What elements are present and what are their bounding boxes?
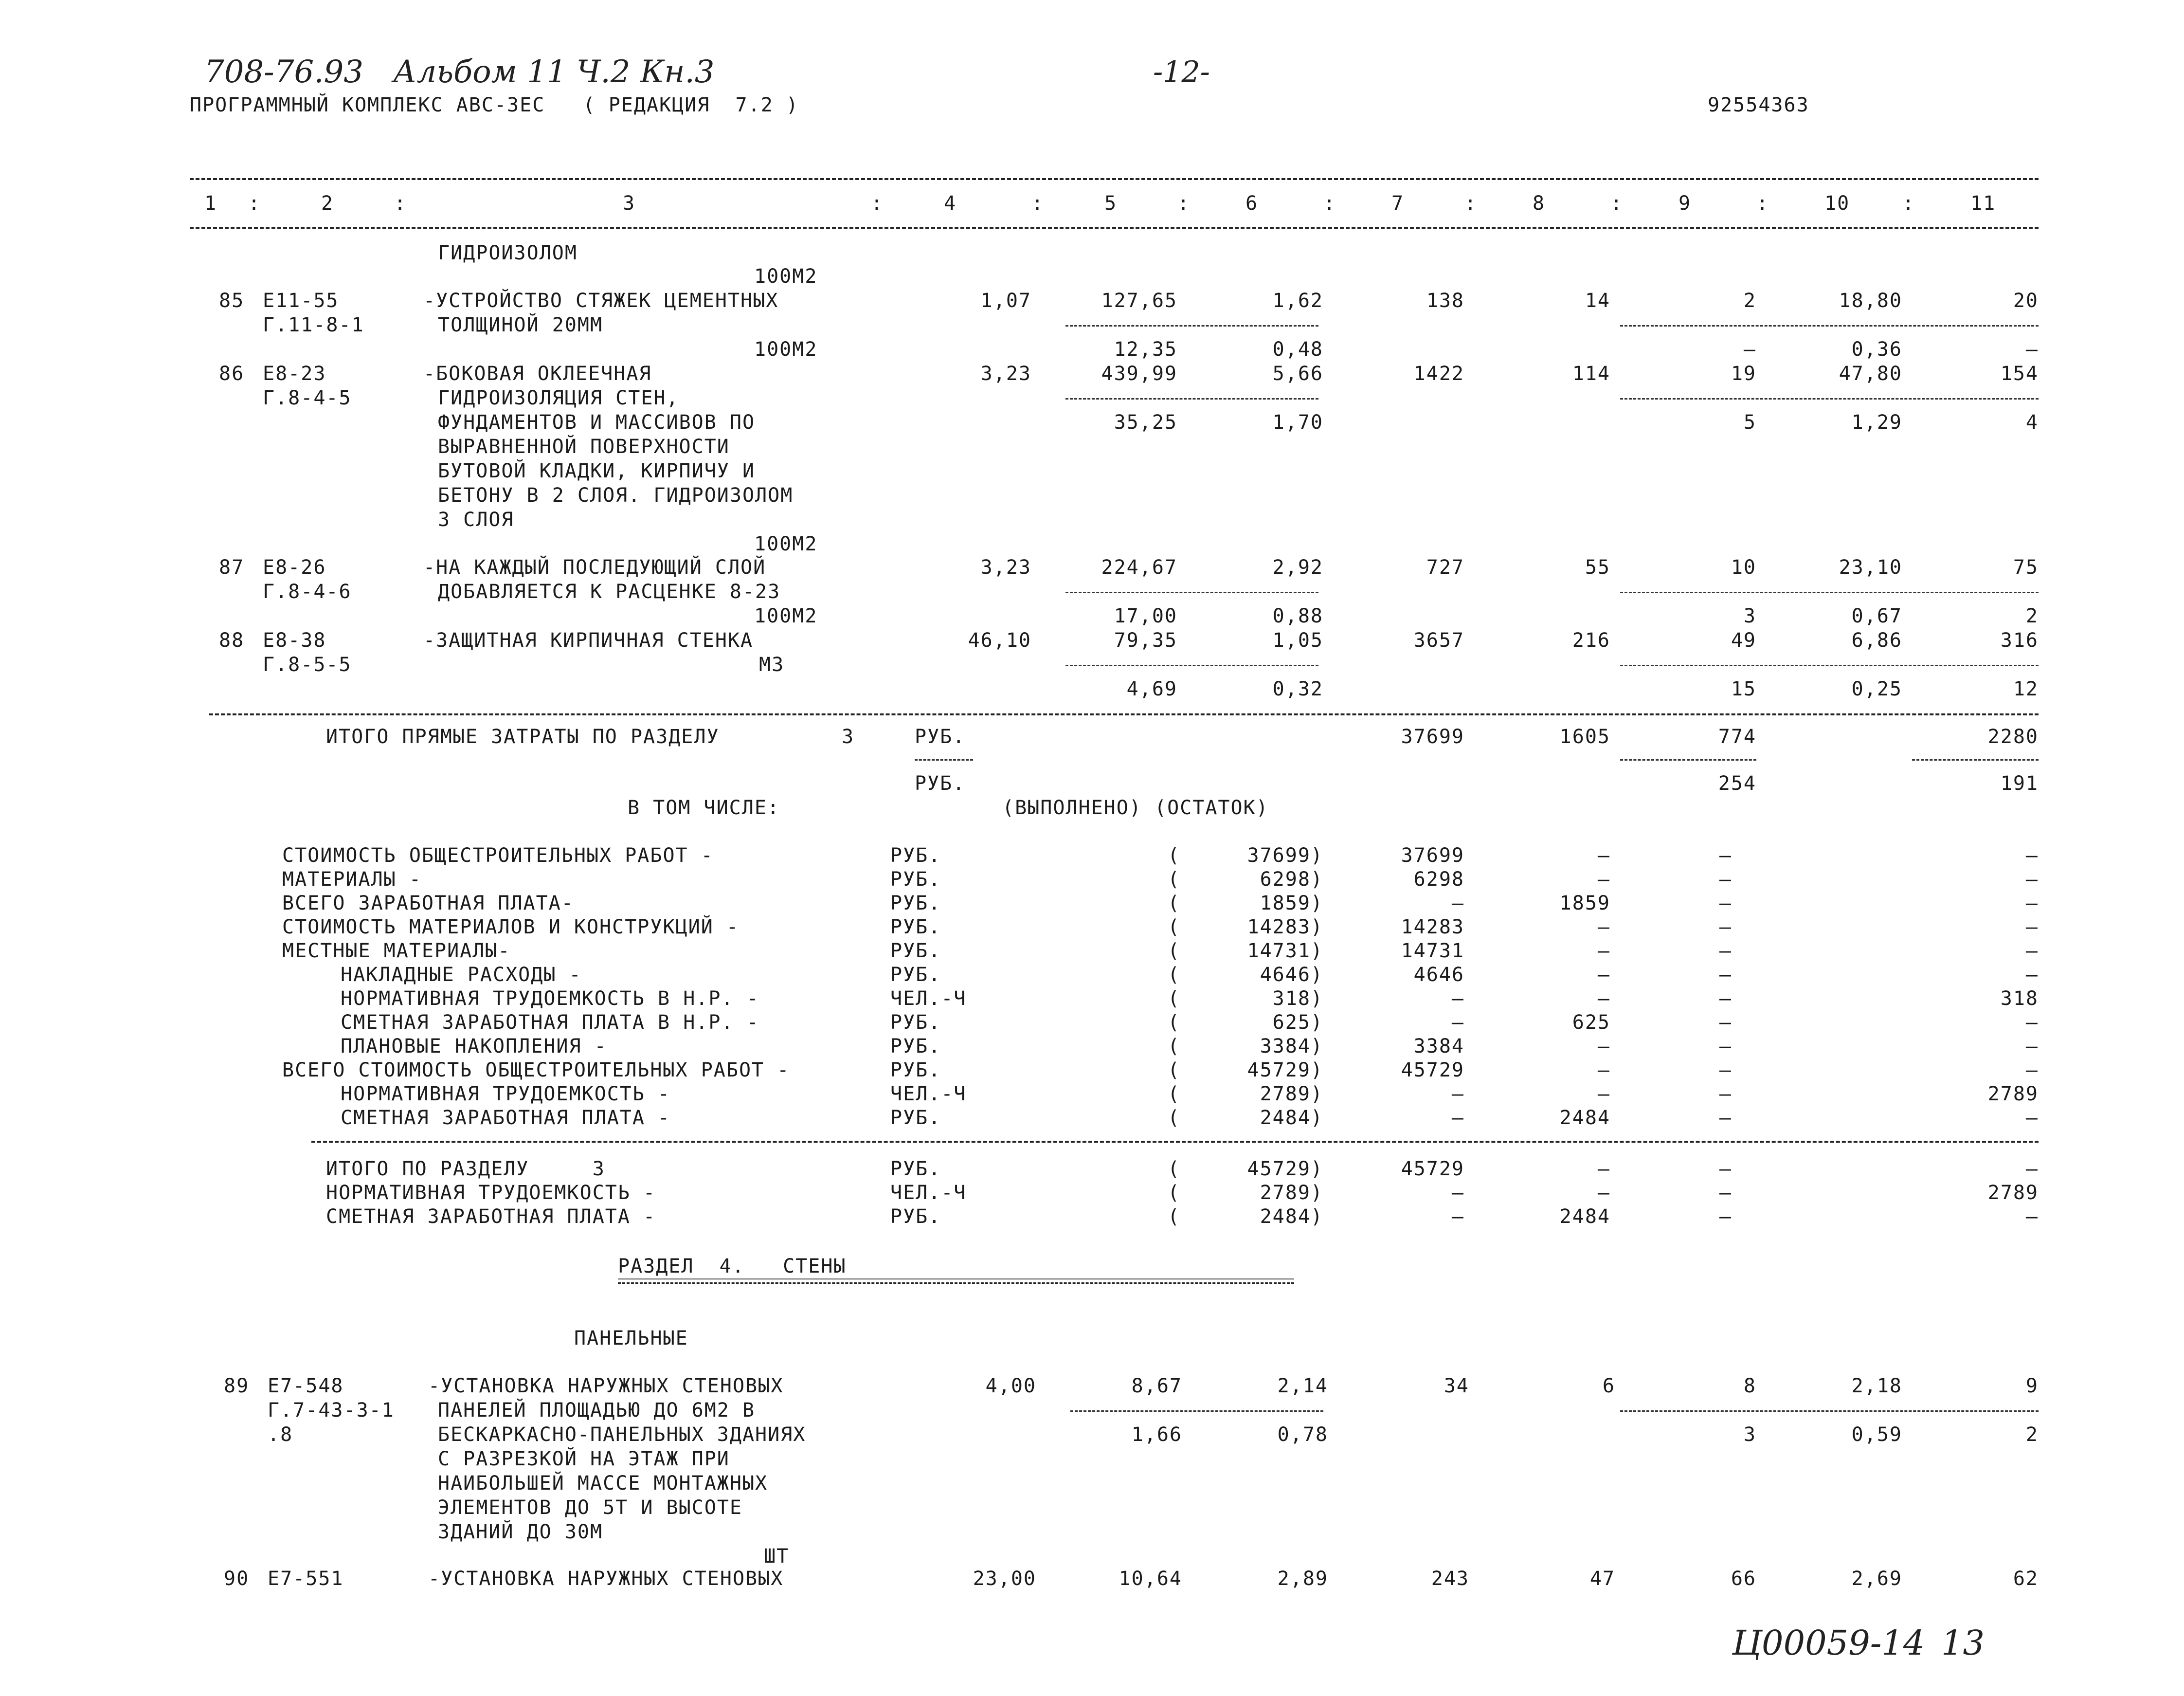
summary-c7: 45729 [1401,1158,1464,1180]
summary-done: 2484) [1260,1107,1323,1129]
row-number: 85 [219,290,245,312]
cell-c11-wage: 2 [2025,1423,2039,1446]
summary-c7: 6298 [1413,868,1464,891]
paren-open: ( [1168,1205,1181,1228]
cell-c5: 224,67 [1101,556,1177,579]
summary-c9: – [1719,1158,1732,1180]
col-sep: : [1756,192,1769,215]
summary-c11: – [2025,1059,2039,1081]
summary-c7: 4646 [1413,964,1464,986]
summary-c11: – [2025,892,2039,914]
row-text: С РАЗРЕЗКОЙ НА ЭТАЖ ПРИ [438,1448,730,1470]
rule-totals [209,713,2039,715]
handwritten-code: Ц00059-14 [1732,1623,1925,1663]
cell-c11: 62 [2013,1568,2039,1590]
row-continuation-text: ГИДРОИЗОЛОМ [438,242,578,264]
col-8: 8 [1533,192,1546,215]
paren-open: ( [1168,1158,1181,1180]
row-number: 86 [219,363,245,385]
summary-unit: РУБ. [890,844,941,867]
cell-c9: 19 [1731,363,1756,385]
cell-c10-wage: 0,36 [1851,338,1902,361]
done-remaining-label: (ВЫПОЛНЕНО) (ОСТАТОК) [1002,797,1269,819]
cell-c7: 138 [1426,290,1464,312]
totals-c9: 774 [1718,726,1756,748]
row-subcode: .8 [268,1423,293,1446]
summary-c9: – [1719,1059,1732,1081]
cell-c7: 1422 [1413,363,1464,385]
cell-c9-wage: 5 [1743,411,1756,434]
col-5: 5 [1104,192,1118,215]
subtotal-rule [1065,398,1318,400]
cell-c6: 2,92 [1272,556,1323,579]
row-text: ТОЛЩИНОЙ 20ММ [438,314,603,336]
summary-label: СТОИМОСТЬ ОБЩЕСТРОИТЕЛЬНЫХ РАБОТ - [282,844,714,867]
summary-c9: – [1719,1035,1732,1058]
summary-done: 45729) [1247,1158,1323,1180]
cell-c7: 3657 [1413,629,1464,652]
cell-c6: 5,66 [1272,363,1323,385]
including-label: В ТОМ ЧИСЛЕ: [628,797,780,819]
summary-label: НОРМАТИВНАЯ ТРУДОЕМКОСТЬ В Н.Р. - [341,987,759,1010]
row-number: 87 [219,556,245,579]
row-text: -БОКОВАЯ ОКЛЕЕЧНАЯ [423,363,652,385]
summary-done: 2789) [1260,1083,1323,1105]
cell-c7: 243 [1431,1568,1469,1590]
cell-c9-wage: – [1743,338,1756,361]
paren-open: ( [1168,1083,1181,1105]
row-subcode: Г.8-4-5 [263,387,352,409]
cell-c6-wage: 0,32 [1272,678,1323,700]
summary-c11: – [2025,964,2039,986]
row-number: 89 [224,1375,250,1397]
subtotal-rule [1620,398,2039,400]
row-unit: 100М2 [754,533,818,555]
col-9: 9 [1679,192,1692,215]
summary-label: МАТЕРИАЛЫ - [282,868,422,891]
row-text: ФУНДАМЕНТОВ И МАССИВОВ ПО [438,411,756,434]
cell-c4: 46,10 [968,629,1031,652]
summary-c7: 37699 [1401,844,1464,867]
row-text: 3 СЛОЯ [438,509,514,531]
row-unit: 100М2 [754,605,818,627]
summary-c11: – [2025,868,2039,891]
summary-c8: – [1597,1158,1610,1180]
col-sep: : [1464,192,1478,215]
summary-label: ПЛАНОВЫЕ НАКОПЛЕНИЯ - [341,1035,607,1058]
paren-open: ( [1168,844,1181,867]
paren-open: ( [1168,964,1181,986]
summary-unit: РУБ. [890,1205,941,1228]
section-title: РАЗДЕЛ 4. СТЕНЫ [618,1255,847,1277]
summary-unit: РУБ. [890,1107,941,1129]
cell-c7: 727 [1426,556,1464,579]
totals-label: ИТОГО ПРЯМЫЕ ЗАТРАТЫ ПО РАЗДЕЛУ [326,726,720,748]
summary-c11: – [2025,940,2039,962]
row-unit: ШТ [764,1545,790,1568]
col-sep: : [1610,192,1624,215]
subtotal-rule [1065,665,1318,666]
summary-c11: – [2025,1035,2039,1058]
cell-c6: 1,62 [1272,290,1323,312]
cell-c10: 6,86 [1851,629,1902,652]
document-code: 92554363 [1708,94,1809,116]
rule-header [190,227,2039,229]
summary-c8: – [1597,868,1610,891]
row-unit: 100М2 [754,265,818,288]
summary-c8: 2484 [1559,1107,1610,1129]
row-text: -УСТАНОВКА НАРУЖНЫХ СТЕНОВЫХ [428,1375,784,1397]
summary-label: НОРМАТИВНАЯ ТРУДОЕМКОСТЬ - [341,1083,671,1105]
paren-open: ( [1168,1059,1181,1081]
summary-done: 4646) [1260,964,1323,986]
cell-c10: 47,80 [1839,363,1902,385]
summary-unit: РУБ. [890,916,941,938]
summary-c9: – [1719,1205,1732,1228]
summary-c7: 3384 [1413,1035,1464,1058]
summary-c8: – [1597,1182,1610,1204]
row-unit: 100М2 [754,338,818,361]
summary-c11: – [2025,1205,2039,1228]
subtotal-rule [1620,592,2039,593]
summary-unit: РУБ. [890,868,941,891]
summary-c8: – [1597,844,1610,867]
cell-c5-wage: 17,00 [1114,605,1177,627]
paren-open: ( [1168,987,1181,1010]
summary-label: МЕСТНЫЕ МАТЕРИАЛЫ- [282,940,511,962]
cell-c11-wage: – [2025,338,2039,361]
summary-label: НОРМАТИВНАЯ ТРУДОЕМКОСТЬ - [326,1182,656,1204]
row-subcode: Г.8-5-5 [263,654,352,676]
cell-c8: 55 [1585,556,1610,579]
cell-c8: 14 [1585,290,1610,312]
summary-done: 6298) [1260,868,1323,891]
summary-c8: – [1597,940,1610,962]
col-sep: : [871,192,884,215]
subtotal-rule [915,759,973,761]
summary-c7: 14731 [1401,940,1464,962]
summary-done: 37699) [1247,844,1323,867]
summary-c7: – [1451,1083,1464,1105]
cell-c6-wage: 0,88 [1272,605,1323,627]
cell-c11: 9 [2025,1375,2039,1397]
cell-c9: 10 [1731,556,1756,579]
summary-c9: – [1719,916,1732,938]
row-code: Е8-23 [263,363,326,385]
summary-unit: ЧЕЛ.-Ч [890,1182,967,1204]
summary-unit: РУБ. [890,1059,941,1081]
totals-c7: 37699 [1401,726,1464,748]
summary-unit: РУБ. [890,892,941,914]
summary-label: ИТОГО ПО РАЗДЕЛУ 3 [326,1158,605,1180]
summary-label: ВСЕГО СТОИМОСТЬ ОБЩЕСТРОИТЕЛЬНЫХ РАБОТ - [282,1059,790,1081]
summary-c7: – [1451,1011,1464,1034]
summary-c11: – [2025,1011,2039,1034]
summary-c7: – [1451,987,1464,1010]
paren-open: ( [1168,1107,1181,1129]
cell-c10: 18,80 [1839,290,1902,312]
summary-done: 318) [1272,987,1323,1010]
row-code: Е11-55 [263,290,339,312]
section-underline [618,1278,1294,1284]
summary-c7: – [1451,892,1464,914]
row-text: ДОБАВЛЯЕТСЯ К РАСЦЕНКЕ 8-23 [438,581,781,603]
row-text: БЕТОНУ В 2 СЛОЯ. ГИДРОИЗОЛОМ [438,484,794,507]
paren-open: ( [1168,1182,1181,1204]
summary-c11: – [2025,844,2039,867]
col-1: 1 [204,192,217,215]
summary-c9: – [1719,940,1732,962]
cell-c11: 316 [2000,629,2039,652]
cell-c10: 2,18 [1851,1375,1902,1397]
summary-c7: – [1451,1182,1464,1204]
cell-c6: 1,05 [1272,629,1323,652]
cell-c9: 66 [1731,1568,1756,1590]
summary-c8: 625 [1572,1011,1610,1034]
cell-c9-wage: 15 [1731,678,1756,700]
summary-c8: – [1597,987,1610,1010]
cell-c4: 1,07 [980,290,1031,312]
summary-c7: – [1451,1205,1464,1228]
cell-c6: 2,89 [1277,1568,1328,1590]
handwritten-sheet: 13 [1941,1623,1985,1663]
summary-done: 2484) [1260,1205,1323,1228]
subtotal-rule [1912,759,2039,761]
cell-c6-wage: 0,78 [1277,1423,1328,1446]
col-6: 6 [1245,192,1259,215]
cell-c8: 6 [1602,1375,1615,1397]
row-subcode: Г.8-4-6 [263,581,352,603]
totals-c9-wage: 254 [1718,772,1756,795]
cell-c10: 2,69 [1851,1568,1902,1590]
rule-top [190,178,2039,180]
col-sep: : [1323,192,1336,215]
row-code: Е8-38 [263,629,326,652]
cell-c10-wage: 0,67 [1851,605,1902,627]
row-text: -ЗАЩИТНАЯ КИРПИЧНАЯ СТЕНКА [423,629,754,652]
row-unit: М3 [759,654,785,676]
paren-open: ( [1168,1011,1181,1034]
row-text: БУТОВОЙ КЛАДКИ, КИРПИЧУ И [438,460,756,482]
summary-c9: – [1719,1083,1732,1105]
subtotal-rule [1620,1410,2039,1412]
summary-c11: – [2025,1107,2039,1129]
paren-open: ( [1168,1035,1181,1058]
summary-unit: РУБ. [890,1158,941,1180]
summary-c9: – [1719,964,1732,986]
cell-c10-wage: 0,25 [1851,678,1902,700]
row-code: Е8-26 [263,556,326,579]
subtotal-rule [1620,759,1756,761]
cell-c6-wage: 0,48 [1272,338,1323,361]
row-text: -УСТАНОВКА НАРУЖНЫХ СТЕНОВЫХ [428,1568,784,1590]
row-text: ГИДРОИЗОЛЯЦИЯ СТЕН, [438,387,679,409]
summary-label: СМЕТНАЯ ЗАРАБОТНАЯ ПЛАТА В Н.Р. - [341,1011,759,1034]
col-sep: : [1177,192,1191,215]
cell-c9-wage: 3 [1743,605,1756,627]
row-code: Е7-548 [268,1375,344,1397]
summary-c9: – [1719,1182,1732,1204]
summary-c7: 45729 [1401,1059,1464,1081]
summary-done: 45729) [1247,1059,1323,1081]
subtotal-rule [1065,592,1318,593]
summary-unit: РУБ. [890,964,941,986]
row-number: 90 [224,1568,250,1590]
summary-c11: 2789 [1987,1182,2039,1204]
summary-unit: ЧЕЛ.-Ч [890,987,967,1010]
paren-open: ( [1168,892,1181,914]
col-7: 7 [1391,192,1405,215]
cell-c5-wage: 35,25 [1114,411,1177,434]
totals-unit: РУБ. [915,772,966,795]
totals-section: 3 [842,726,855,748]
section-subtitle: ПАНЕЛЬНЫЕ [574,1327,688,1350]
cell-c4: 3,23 [980,363,1031,385]
summary-c7: – [1451,1107,1464,1129]
cell-c8: 114 [1572,363,1610,385]
summary-done: 3384) [1260,1035,1323,1058]
cell-c5: 127,65 [1101,290,1177,312]
cell-c5-wage: 1,66 [1131,1423,1182,1446]
summary-unit: РУБ. [890,1035,941,1058]
summary-c11: 318 [2000,987,2039,1010]
cell-c4: 4,00 [985,1375,1036,1397]
summary-c9: – [1719,1011,1732,1034]
summary-done: 2789) [1260,1182,1323,1204]
page-number: -12- [1153,55,1210,89]
summary-c9: – [1719,844,1732,867]
row-subcode: Г.11-8-1 [263,314,364,336]
cell-c11-wage: 4 [2025,411,2039,434]
summary-c8: – [1597,964,1610,986]
row-text: ПАНЕЛЕЙ ПЛОЩАДЬЮ ДО 6М2 В [438,1399,756,1422]
summary-label: СМЕТНАЯ ЗАРАБОТНАЯ ПЛАТА - [341,1107,671,1129]
row-text: БЕСКАРКАСНО-ПАНЕЛЬНЫХ ЗДАНИЯХ [438,1423,806,1446]
cell-c6-wage: 1,70 [1272,411,1323,434]
cell-c10-wage: 1,29 [1851,411,1902,434]
cell-c5-wage: 12,35 [1114,338,1177,361]
rule-section-total [311,1141,2039,1143]
cell-c5: 8,67 [1131,1375,1182,1397]
row-code: Е7-551 [268,1568,344,1590]
paren-open: ( [1168,916,1181,938]
row-text: ЗДАНИЙ ДО 30М [438,1521,603,1543]
subtotal-rule [1620,325,2039,327]
row-text: -НА КАЖДЫЙ ПОСЛЕДУЮЩИЙ СЛОЙ [423,556,766,579]
cell-c4: 3,23 [980,556,1031,579]
summary-unit: РУБ. [890,940,941,962]
program-name: ПРОГРАММНЫЙ КОМПЛЕКС АВС-ЗЕС ( РЕДАКЦИЯ 7.2 ) [190,94,799,116]
subtotal-rule [1070,1410,1323,1412]
col-2: 2 [321,192,334,215]
cell-c8: 47 [1589,1568,1615,1590]
summary-c8: – [1597,916,1610,938]
row-text: ВЫРАВНЕННОЙ ПОВЕРХНОСТИ [438,436,730,458]
paren-open: ( [1168,940,1181,962]
cell-c11: 154 [2000,363,2039,385]
summary-c8: 2484 [1559,1205,1610,1228]
summary-c9: – [1719,1107,1732,1129]
cell-c9-wage: 3 [1743,1423,1756,1446]
cell-c9: 49 [1731,629,1756,652]
cell-c11: 20 [2013,290,2039,312]
totals-c8: 1605 [1559,726,1610,748]
summary-label: СМЕТНАЯ ЗАРАБОТНАЯ ПЛАТА - [326,1205,656,1228]
totals-c11-wage: 191 [2000,772,2039,795]
row-text: НАИБОЛЬШЕЙ МАССЕ МОНТАЖНЫХ [438,1472,768,1495]
summary-c11: – [2025,1158,2039,1180]
col-10: 10 [1824,192,1850,215]
cell-c10: 23,10 [1839,556,1902,579]
row-text: ЭЛЕМЕНТОВ ДО 5Т И ВЫСОТЕ [438,1496,742,1519]
col-3: 3 [623,192,636,215]
row-subcode: Г.7-43-3-1 [268,1399,395,1422]
handwritten-title: 708-76.93 Альбом 11 Ч.2 Кн.3 [204,54,715,90]
cell-c10-wage: 0,59 [1851,1423,1902,1446]
summary-done: 1859) [1260,892,1323,914]
summary-c9: – [1719,987,1732,1010]
totals-c11: 2280 [1987,726,2039,748]
cell-c11: 75 [2013,556,2039,579]
summary-c9: – [1719,892,1732,914]
summary-label: НАКЛАДНЫЕ РАСХОДЫ - [341,964,582,986]
subtotal-rule [1065,325,1318,327]
summary-c9: – [1719,868,1732,891]
col-sep: : [1031,192,1045,215]
summary-c7: 14283 [1401,916,1464,938]
subtotal-rule [1620,665,2039,666]
summary-c8: – [1597,1035,1610,1058]
cell-c11-wage: 2 [2025,605,2039,627]
summary-unit: РУБ. [890,1011,941,1034]
summary-done: 14731) [1247,940,1323,962]
summary-label: ВСЕГО ЗАРАБОТНАЯ ПЛАТА- [282,892,574,914]
cell-c9: 8 [1743,1375,1756,1397]
col-11: 11 [1970,192,1996,215]
row-number: 88 [219,629,245,652]
totals-unit: РУБ. [915,726,966,748]
col-sep: : [248,192,261,215]
cell-c9: 2 [1743,290,1756,312]
summary-label: СТОИМОСТЬ МАТЕРИАЛОВ И КОНСТРУКЦИЙ - [282,916,739,938]
cell-c11-wage: 12 [2013,678,2039,700]
cell-c8: 216 [1572,629,1610,652]
cell-c5: 10,64 [1119,1568,1182,1590]
summary-c11: – [2025,916,2039,938]
summary-c8: 1859 [1559,892,1610,914]
summary-done: 14283) [1247,916,1323,938]
row-text: -УСТРОЙСТВО СТЯЖЕК ЦЕМЕНТНЫХ [423,290,779,312]
cell-c4: 23,00 [973,1568,1036,1590]
cell-c5-wage: 4,69 [1126,678,1177,700]
col-4: 4 [944,192,957,215]
cell-c7: 34 [1444,1375,1469,1397]
col-sep: : [394,192,407,215]
summary-done: 625) [1272,1011,1323,1034]
summary-unit: ЧЕЛ.-Ч [890,1083,967,1105]
cell-c5: 439,99 [1101,363,1177,385]
col-sep: : [1902,192,1915,215]
cell-c6: 2,14 [1277,1375,1328,1397]
summary-c11: 2789 [1987,1083,2039,1105]
summary-c8: – [1597,1059,1610,1081]
summary-c8: – [1597,1083,1610,1105]
paren-open: ( [1168,868,1181,891]
cell-c5: 79,35 [1114,629,1177,652]
